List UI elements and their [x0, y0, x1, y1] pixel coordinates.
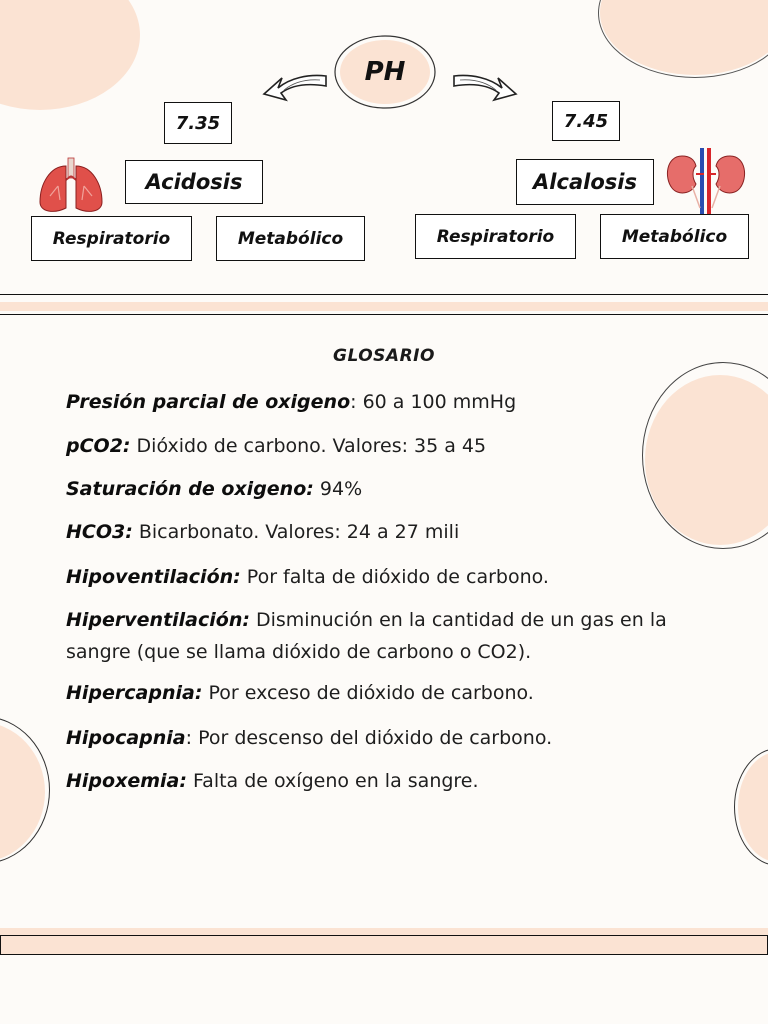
- divider-band-bottom: [0, 928, 768, 958]
- decor-blob-top-left: [0, 0, 140, 110]
- arrow-left-icon: [260, 66, 330, 106]
- glossary-term: pCO2:: [66, 435, 131, 457]
- glossary-title: GLOSARIO: [333, 346, 435, 366]
- glossary-term: HCO3:: [66, 521, 133, 543]
- glossary-entry-presion: [66, 386, 716, 418]
- glossary-definition: Bicarbonato. Valores: 24 a 27 mili: [132, 521, 460, 543]
- acidosis-metabolico-box: Metabólico: [216, 216, 365, 261]
- glossary-definition: Por exceso de dióxido de carbono.: [202, 682, 534, 704]
- glossary-definition: Dióxido de carbono. Valores: 35 a 45: [130, 435, 487, 457]
- glossary-entry-saturacion: [66, 473, 716, 505]
- decor-ring-left: [0, 716, 50, 864]
- kidneys-icon: [662, 148, 750, 224]
- glossary-definition: : Por descenso del dióxido de carbono.: [185, 727, 553, 749]
- alcalosis-box: Alcalosis: [516, 159, 654, 205]
- alcalosis-metabolico-box: Metabólico: [600, 214, 749, 259]
- glossary-entry-pco2: [66, 430, 716, 462]
- glossary-entry-hipoventilacion: [66, 561, 716, 593]
- alcalosis-respiratorio-box: Respiratorio: [415, 214, 576, 259]
- acidosis-box: Acidosis: [125, 160, 263, 204]
- glossary-definition: : 60 a 100 mmHg: [350, 391, 517, 413]
- glossary-term: Presión parcial de oxigeno: [66, 391, 351, 413]
- glossary-term: Hipoventilación:: [66, 566, 241, 588]
- glossary-term: Hipocapnia: [66, 727, 186, 749]
- acidosis-respiratorio-box: Respiratorio: [31, 216, 192, 261]
- glossary-term: Hiperventilación:: [66, 609, 250, 631]
- glossary-entry-hipercapnia: [66, 677, 716, 709]
- decor-ring-right-bottom: [734, 748, 768, 866]
- ph-title: PH: [340, 40, 430, 104]
- decor-ring-top-right: [598, 0, 768, 78]
- glossary-definition: Disminución en la cantidad de un gas en la sangre (que se llama dióxido de carbono o CO2).: [66, 609, 667, 663]
- lungs-icon: [36, 156, 106, 216]
- glossary-entry-hipocapnia: [66, 722, 716, 754]
- glossary-entry-hipoxemia: [66, 765, 716, 797]
- glossary-definition: Por falta de dióxido de carbono.: [240, 566, 549, 588]
- alcalosis-value-box: 7.45: [552, 101, 620, 141]
- glossary-definition: 94%: [313, 478, 363, 500]
- acidosis-value-box: 7.35: [164, 102, 232, 144]
- glossary-definition: Falta de oxígeno en la sangre.: [186, 770, 479, 792]
- glossary-term: Hipoxemia:: [66, 770, 187, 792]
- arrow-right-icon: [450, 66, 520, 106]
- divider-band-top: [0, 294, 768, 322]
- glossary-term: Saturación de oxigeno:: [66, 478, 314, 500]
- ph-title-outline: [330, 30, 440, 114]
- glossary-entry-hiperventilacion: [66, 604, 716, 668]
- glossary-entry-hco3: [66, 516, 716, 548]
- glossary-term: Hipercapnia:: [66, 682, 203, 704]
